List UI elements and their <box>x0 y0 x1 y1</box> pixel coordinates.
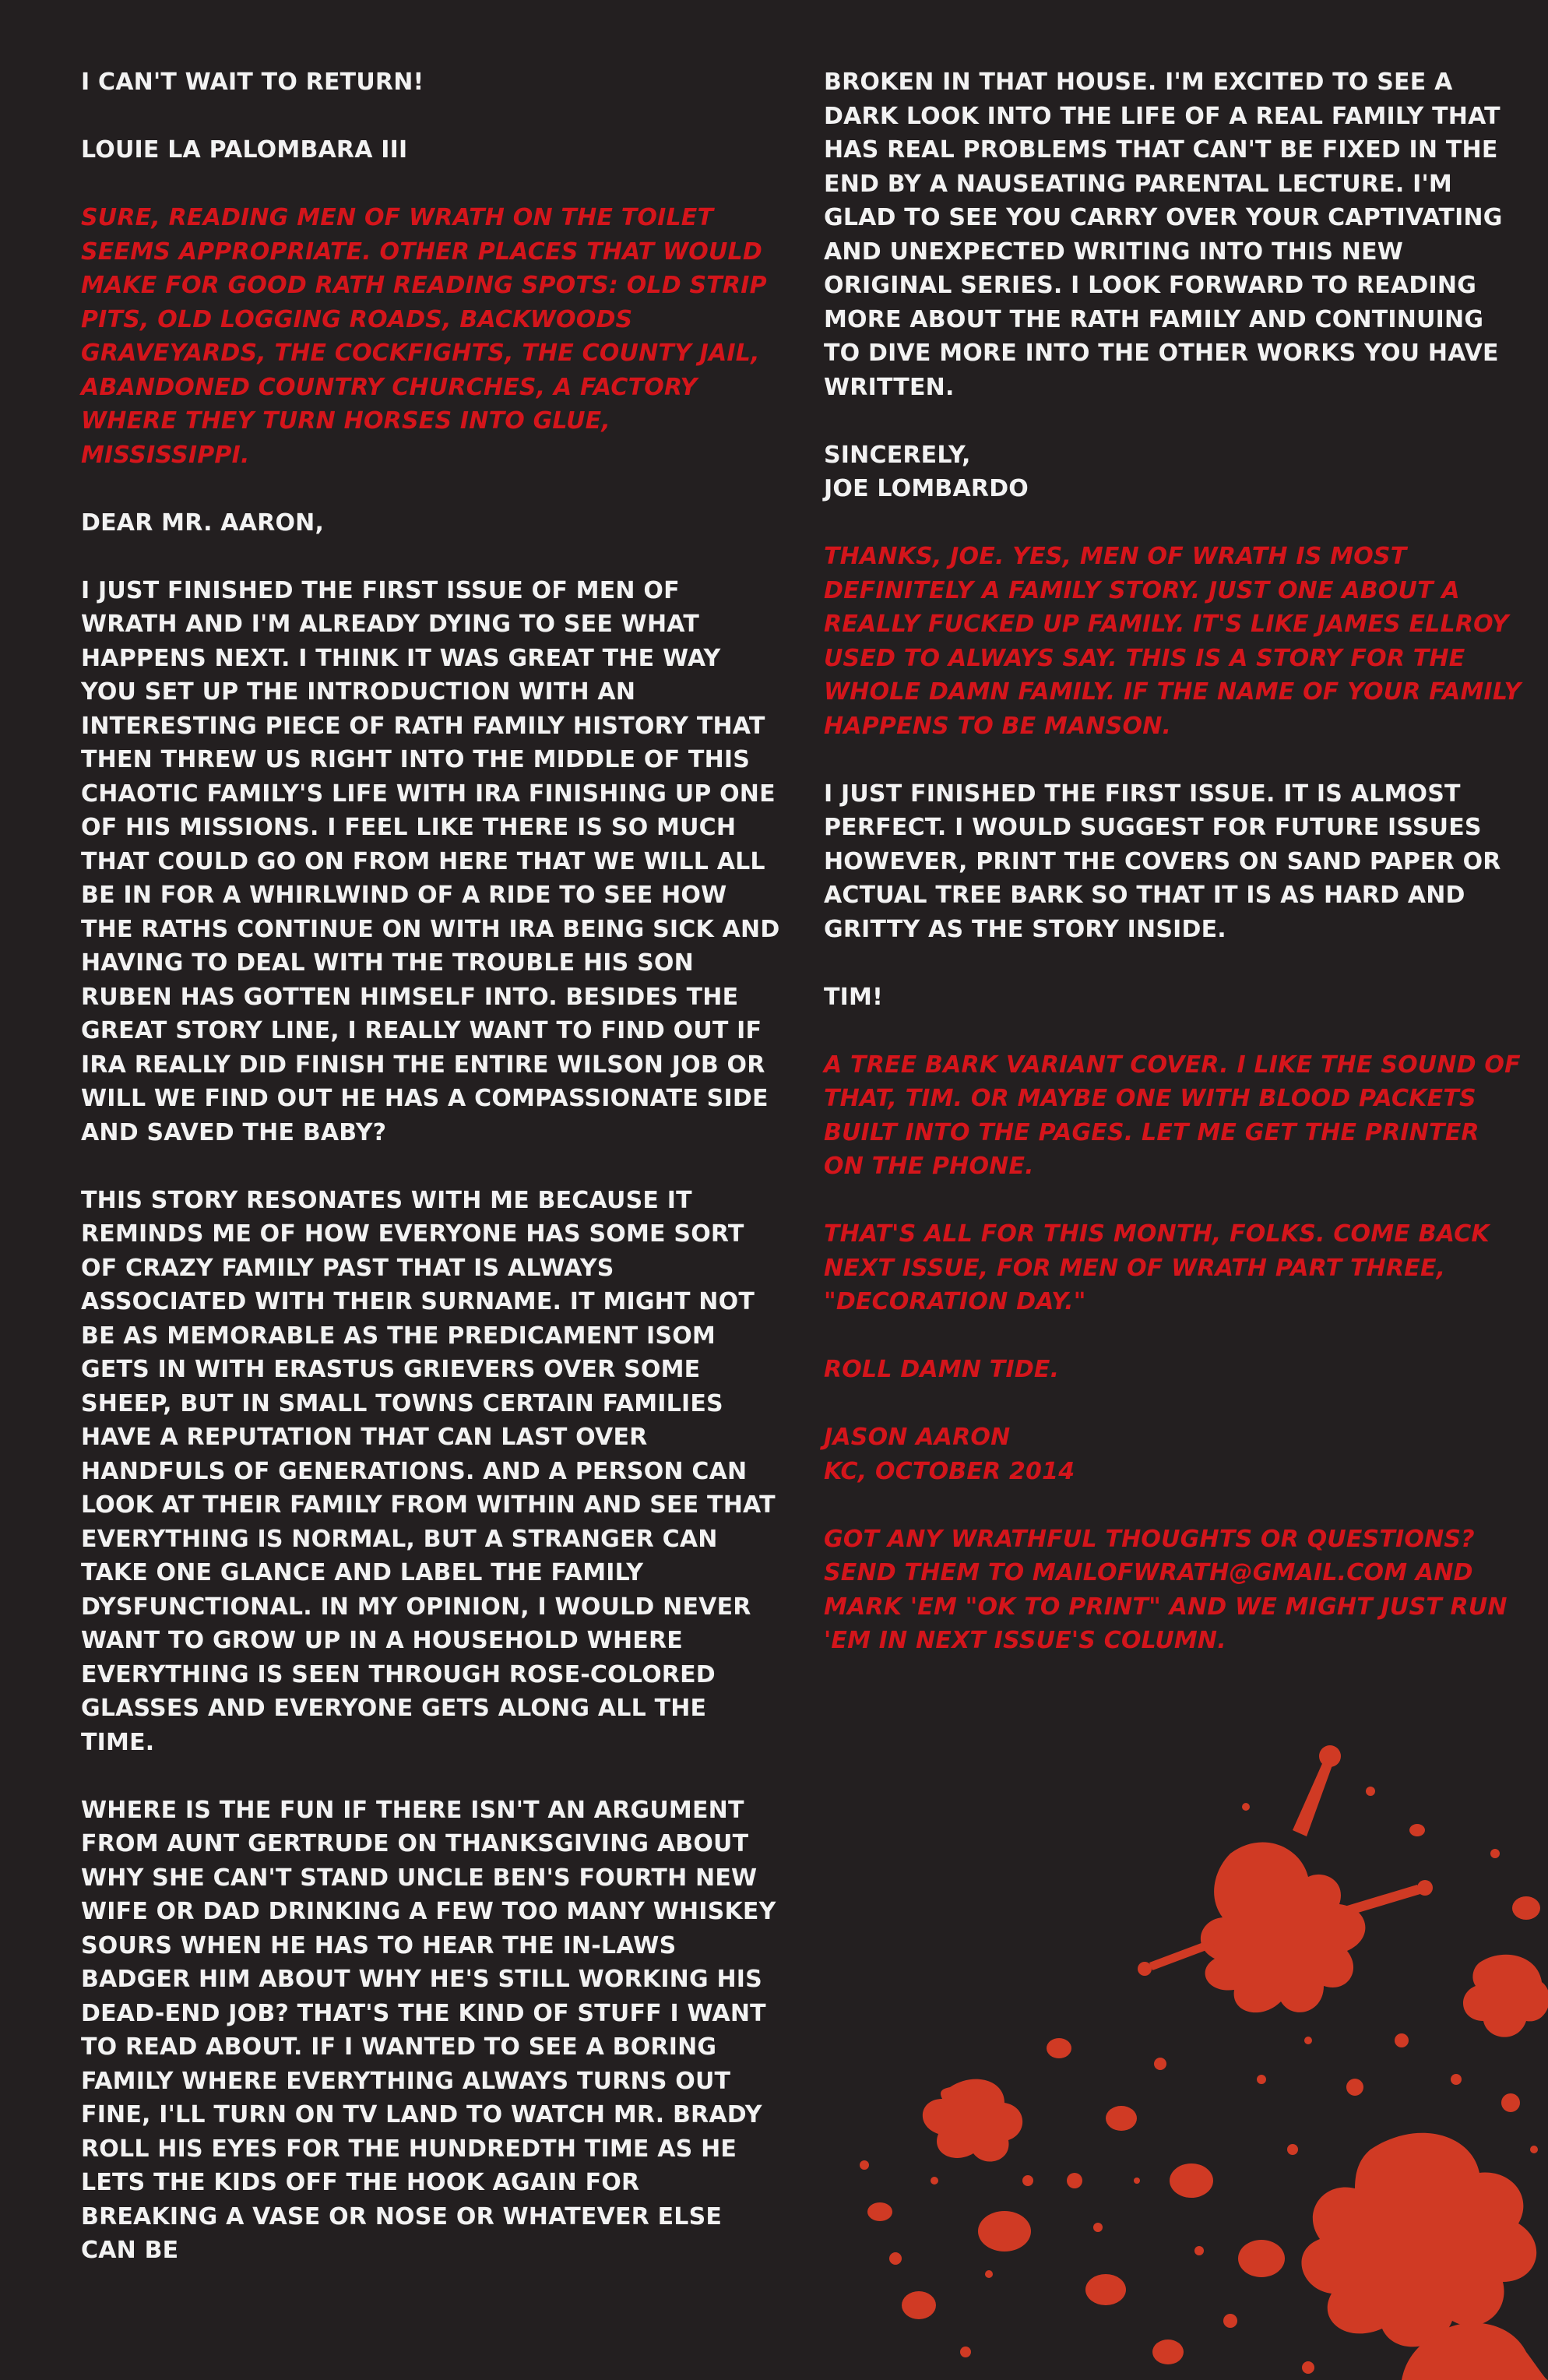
letter-paragraph: BROKEN IN THAT HOUSE. I'M EXCITED TO SEE A DARK LOOK INTO THE LIFE OF A REAL FAMILY THAT HAS REAL PROBLEMS THAT CAN'T BE FIXED IN THE END BY A NAUSEATING PARENTAL LECTURE. I'M GLAD TO SEE YOU CARRY OVER YOUR CAPTIVATING AND UNEXPECTED WRITING INTO THIS NEW ORIGINAL SERIES. I LOOK FORWARD TO READING MORE ABOUT THE RATH FAMILY AND CONTINUING TO DIVE MORE INTO THE OTHER WORKS YOU HAVE WRITTEN. <box>824 69 1503 401</box>
letter-signature: TIM! <box>824 983 883 1011</box>
letter-salutation: DEAR MR. AARON, <box>81 509 325 537</box>
letter-paragraph: I JUST FINISHED THE FIRST ISSUE. IT IS ALMOST PERFECT. I WOULD SUGGEST FOR FUTURE ISSUES HOWEVER, PRINT THE COVERS ON SAND PAPER OR ACTUAL TREE BARK SO THAT IT IS AS HARD AND GRITTY AS THE STORY INSIDE. <box>824 780 1501 943</box>
letter-paragraph: THIS STORY RESONATES WITH ME BECAUSE IT REMINDS ME OF HOW EVERYONE HAS SOME SORT OF CRAZY FAMILY PAST THAT IS ALWAYS ASSOCIATED WITH THEIR SURNAME. IT MIGHT NOT BE AS MEMORABLE AS THE PREDICAMENT ISOM GETS IN WITH ERASTUS GRIEVERS OVER SOME SHEEP, BUT IN SMALL TOWNS CERTAIN FAMILIES HAVE A REPUTATION THAT CAN LAST OVER HANDFULS OF GENERATIONS. AND A PERSON CAN LOOK AT THEIR FAMILY FROM WITHIN AND SEE THAT EVERYTHING IS NORMAL, BUT A STRANGER CAN TAKE ONE GLANCE AND LABEL THE FAMILY DYSFUNCTIONAL. IN MY OPINION, I WOULD NEVER WANT TO GROW UP IN A HOUSEHOLD WHERE EVERYTHING IS SEEN THROUGH ROSE-COLORED GLASSES AND EVERYONE GETS ALONG ALL THE TIME. <box>81 1186 776 1756</box>
editor-motto: ROLL DAMN TIDE. <box>824 1356 1060 1383</box>
right-column <box>824 65 1525 1692</box>
editor-place-date: KC, OCTOBER 2014 <box>824 1457 1075 1485</box>
letter-signature: LOUIE LA PALOMBARA III <box>81 136 408 164</box>
letter-signoff <box>824 438 1525 506</box>
signoff-name: JOE LOMBARDO <box>824 475 1029 502</box>
editor-signoff <box>824 1421 1525 1488</box>
letter-paragraph: WHERE IS THE FUN IF THERE ISN'T AN ARGUMENT FROM AUNT GERTRUDE ON THANKSGIVING ABOUT WHY SHE CAN'T STAND UNCLE BEN'S FOURTH NEW WIFE OR DAD DRINKING A FEW TOO MANY WHISKEY SOURS WHEN HE HAS TO HEAR THE IN-LAWS BADGER HIM ABOUT WHY HE'S STILL WORKING HIS DEAD-END JOB? THAT'S THE KIND OF STUFF I WANT TO READ ABOUT. IF I WANTED TO SEE A BORING FAMILY WHERE EVERYTHING ALWAYS TURNS OUT FINE, I'LL TURN ON TV LAND TO WATCH MR. BRADY ROLL HIS EYES FOR THE HUNDREDTH TIME AS HE LETS THE KIDS OFF THE HOOK AGAIN FOR BREAKING A VASE OR NOSE OR WHATEVER ELSE CAN BE <box>81 1796 776 2264</box>
submission-instructions: GOT ANY WRATHFUL THOUGHTS OR QUESTIONS? SEND THEM TO MAILOFWRATH@GMAIL.COM AND MARK 'EM "OK TO PRINT" AND WE MIGHT JUST RUN 'EM IN NEXT ISSUE'S COLUMN. <box>824 1525 1508 1654</box>
editor-reply: THANKS, JOE. YES, MEN OF WRATH IS MOST DEFINITELY A FAMILY STORY. JUST ONE ABOUT A REALLY FUCKED UP FAMILY. IT'S LIKE JAMES ELLROY USED TO ALWAYS SAY. THIS IS A STORY FOR THE WHOLE DAMN FAMILY. IF THE NAME OF YOUR FAMILY HAPPENS TO BE MANSON. <box>824 543 1522 740</box>
left-column <box>81 65 782 2268</box>
editor-reply: A TREE BARK VARIANT COVER. I LIKE THE SOUND OF THAT, TIM. OR MAYBE ONE WITH BLOOD PACKETS BUILT INTO THE PAGES. LET ME GET THE PRINTER ON THE PHONE. <box>824 1051 1521 1180</box>
signoff-valediction: SINCERELY, <box>824 441 971 469</box>
blood-splatter-decoration <box>825 1713 1548 2380</box>
letter-paragraph: I JUST FINISHED THE FIRST ISSUE OF MEN OF WRATH AND I'M ALREADY DYING TO SEE WHAT HAPPENS NEXT. I THINK IT WAS GREAT THE WAY YOU SET UP THE INTRODUCTION WITH AN INTERESTING PIECE OF RATH FAMILY HISTORY THAT THEN THREW US RIGHT INTO THE MIDDLE OF THIS CHAOTIC FAMILY'S LIFE WITH IRA FINISHING UP ONE OF HIS MISSIONS. I FEEL LIKE THERE IS SO MUCH THAT COULD GO ON FROM HERE THAT WE WILL ALL BE IN FOR A WHIRLWIND OF A RIDE TO SEE HOW THE RATHS CONTINUE ON WITH IRA BEING SICK AND HAVING TO DEAL WITH THE TROUBLE HIS SON RUBEN HAS GOTTEN HIMSELF INTO. BESIDES THE GREAT STORY LINE, I REALLY WANT TO FIND OUT IF IRA REALLY DID FINISH THE ENTIRE WILSON JOB OR WILL WE FIND OUT HE HAS A COMPASSIONATE SIDE AND SAVED THE BABY? <box>81 576 780 1146</box>
editor-reply: SURE, READING MEN OF WRATH ON THE TOILET SEEMS APPROPRIATE. OTHER PLACES THAT WOULD MAKE FOR GOOD RATH READING SPOTS: OLD STRIP PITS, OLD LOGGING ROADS, BACKWOODS GRAVEYARDS, THE COCKFIGHTS, THE COUNTY JAIL, ABANDONED COUNTRY CHURCHES, A FACTORY WHERE THEY TURN HORSES INTO GLUE, MISSISSIPPI. <box>81 204 767 469</box>
editor-name: JASON AARON <box>824 1424 1011 1451</box>
letter-closing-line: I CAN'T WAIT TO RETURN! <box>81 69 424 96</box>
editor-sendoff: THAT'S ALL FOR THIS MONTH, FOLKS. COME BACK NEXT ISSUE, FOR MEN OF WRATH PART THREE, "DECORATION DAY." <box>824 1220 1490 1315</box>
